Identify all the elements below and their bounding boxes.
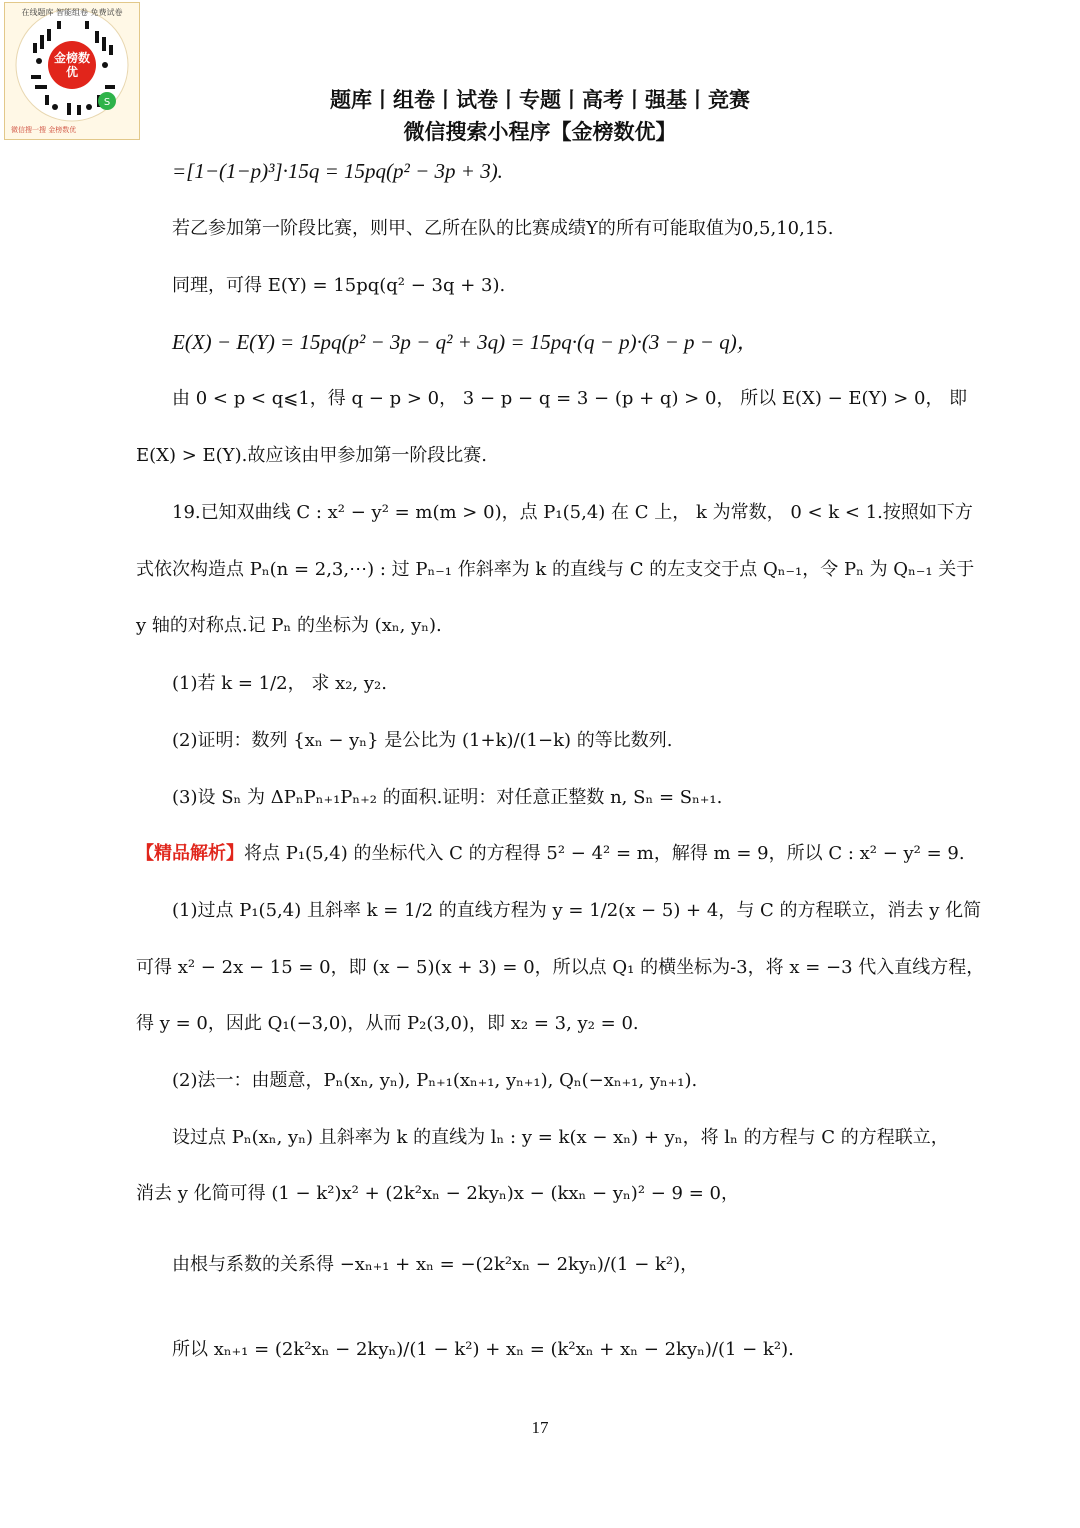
solution-intro [136, 841, 965, 867]
problem-statement: 式依次构造点 Pₙ(n = 2,3,⋯) : 过 Pₙ₋₁ 作斜率为 k 的直线与 C 的左支交于点 Qₙ₋₁，令 Pₙ 为 Qₙ₋₁ 关于 [136, 559, 975, 580]
question-1: (1)若 k = 1/2， 求 x₂, y₂. [172, 673, 387, 694]
solution-line: 由根与系数的关系得 −xₙ₊₁ + xₙ = −(2k²xₙ − 2kyₙ)/(1 − k²)， [172, 1254, 699, 1275]
solution-line: 所以 xₙ₊₁ = (2k²xₙ − 2kyₙ)/(1 − k²) + xₙ = (k²xₙ + xₙ − 2kyₙ)/(1 − k²). [172, 1339, 794, 1360]
text-line: E(X) > E(Y).故应该由甲参加第一阶段比赛. [136, 445, 488, 466]
page-number: 17 [531, 1418, 549, 1437]
solution-line: 消去 y 化简可得 (1 − k²)x² + (2k²xₙ − 2kyₙ)x − (kxₙ − yₙ)² − 9 = 0， [136, 1183, 739, 1204]
logo-ring-text: 在线题库 智能组卷 免费试卷 [21, 8, 123, 17]
text-line: 若乙参加第一阶段比赛，则甲、乙所在队的比赛成绩Y的所有可能取值为0,5,10,15. [172, 218, 834, 239]
solution-line: 得 y = 0，因此 Q₁(−3,0)，从而 P₂(3,0)，即 x₂ = 3, y₂ = 0. [136, 1013, 639, 1034]
svg-text:S: S [103, 97, 111, 108]
solution-label: 【精品解析】 [136, 843, 244, 864]
formula-line: =[1−(1−p)³]·15q = 15pq(p² − 3p + 3). [172, 159, 503, 183]
solution-intro-text: 将点 P₁(5,4) 的坐标代入 C 的方程得 5² − 4² = m，解得 m = 9，所以 C : x² − y² = 9. [244, 843, 965, 864]
logo-footer-text: 微信搜一搜 金榜数优 [11, 126, 77, 134]
text-line: 由 0 < p < q⩽1，得 q − p > 0， 3 − p − q = 3 − (p + q) > 0， 所以 E(X) − E(Y) > 0， 即 [172, 388, 968, 409]
solution-line: (2)法一：由题意，Pₙ(xₙ, yₙ), Pₙ₊₁(xₙ₊₁, yₙ₊₁), Qₙ(−xₙ₊₁, yₙ₊₁). [172, 1070, 698, 1091]
problem-statement: y 轴的对称点.记 Pₙ 的坐标为 (xₙ, yₙ). [136, 615, 442, 636]
question-2: (2)证明：数列 {xₙ − yₙ} 是公比为 (1+k)/(1−k) 的等比数列. [172, 730, 673, 751]
header-title: 题库丨组卷丨试卷丨专题丨高考丨强基丨竞赛 [330, 88, 750, 112]
header-subtitle: 微信搜索小程序【金榜数优】 [403, 120, 677, 144]
solution-line: 可得 x² − 2x − 15 = 0，即 (x − 5)(x + 3) = 0，所以点 Q₁ 的横坐标为-3，将 x = −3 代入直线方程， [136, 957, 985, 978]
text-line: 同理，可得 E(Y) = 15pq(q² − 3q + 3). [172, 275, 506, 296]
solution-line: (1)过点 P₁(5,4) 且斜率 k = 1/2 的直线方程为 y = 1/2(x − 5) + 4，与 C 的方程联立，消去 y 化简 [172, 900, 982, 921]
problem-statement: 19.已知双曲线 C : x² − y² = m(m > 0)，点 P₁(5,4) 在 C 上， k 为常数， 0 < k < 1.按照如下方 [172, 502, 973, 523]
question-3: (3)设 Sₙ 为 ΔPₙPₙ₊₁Pₙ₊₂ 的面积.证明：对任意正整数 n, Sₙ = Sₙ₊₁. [172, 787, 723, 808]
solution-line: 设过点 Pₙ(xₙ, yₙ) 且斜率为 k 的直线为 lₙ : y = k(x − xₙ) + yₙ，将 lₙ 的方程与 C 的方程联立， [172, 1127, 949, 1148]
logo-badge-text: 金榜数优 [53, 51, 90, 79]
formula-line: E(X) − E(Y) = 15pq(p² − 3p − q² + 3q) = 15pq·(q − p)·(3 − p − q)， [172, 330, 758, 354]
